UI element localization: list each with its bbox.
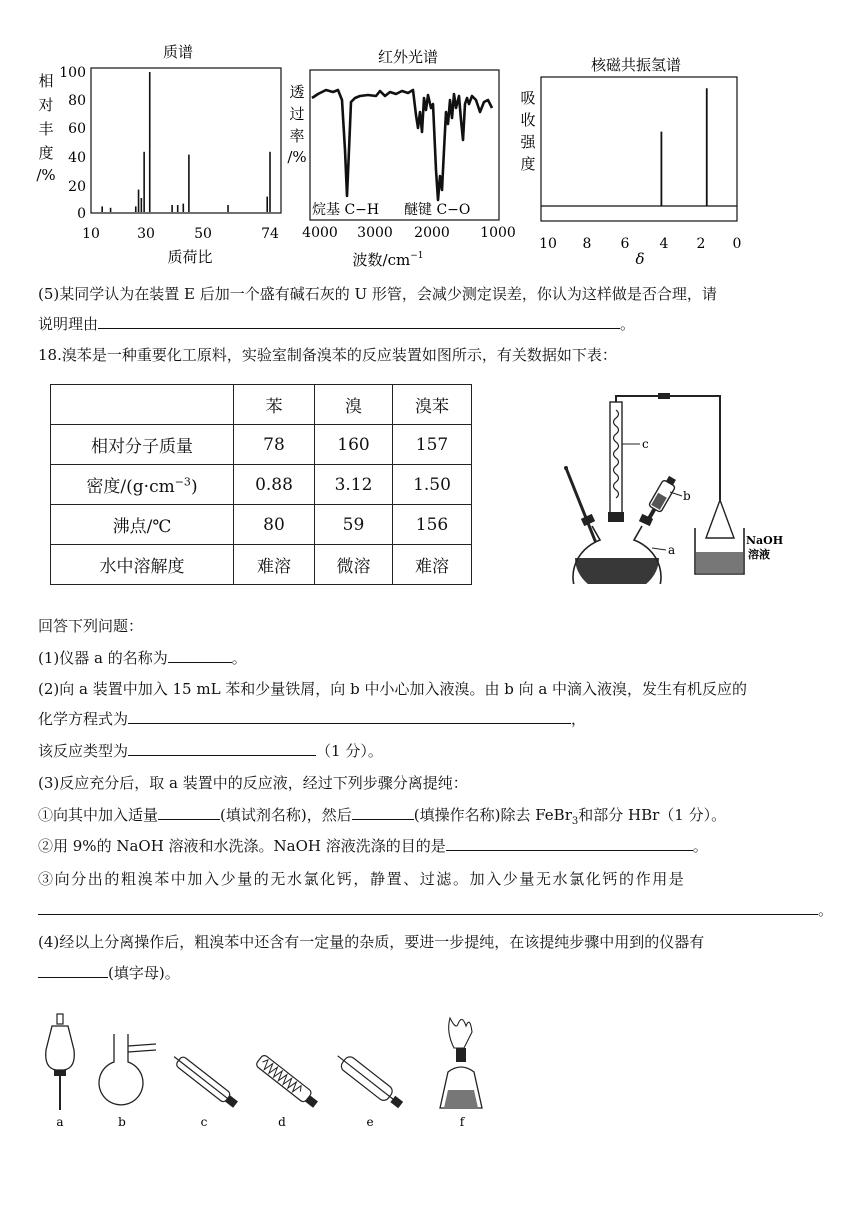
ir-xtick-3: 1000 — [480, 225, 516, 241]
mass-xtick-0: 10 — [82, 226, 100, 242]
q17-5-suffix: 。 — [620, 315, 636, 333]
q2-equation-blank[interactable] — [128, 709, 571, 724]
data-table — [50, 384, 472, 585]
table-cell: 80 — [234, 505, 315, 545]
instrument-label-a: a — [56, 1115, 64, 1129]
q3-s1-c: (填操作名称)除去 FeBr — [413, 806, 572, 824]
q17-5-prefix: 说明理由 — [38, 315, 99, 333]
q3-s1-a: ①向其中加入适量 — [38, 806, 159, 824]
mass-spectrum — [36, 43, 281, 266]
nmr-ylabel-1: 收 — [520, 111, 536, 129]
mass-xlabel: 质荷比 — [167, 248, 213, 266]
table-cell: 相对分子质量 — [51, 425, 234, 465]
q17-5-answer-blank[interactable] — [98, 314, 620, 329]
table-cell: 157 — [393, 425, 472, 465]
mass-xtick-2: 50 — [194, 226, 212, 242]
ir-ylabel-0: 透 — [289, 83, 305, 101]
q2-line2-prefix: 化学方程式为 — [38, 710, 129, 728]
instruments-figure — [36, 1010, 496, 1135]
ir-xlabel-sup: −1 — [410, 251, 424, 261]
table-row — [51, 545, 472, 585]
table-cell: 59 — [315, 505, 393, 545]
instrument-d-coil-condenser — [255, 1054, 320, 1109]
table-cell: 水中溶解度 — [51, 545, 234, 585]
instrument-e-bulb-condenser — [333, 1050, 406, 1112]
table-cell: 160 — [315, 425, 393, 465]
q4-line1: (4)经以上分离操作后，粗溴苯中还含有一定量的杂质，要进一步提纯，在该提纯步骤中用到的仪器有 — [38, 933, 705, 951]
table-header-cell: 苯 — [234, 385, 315, 425]
ir-xtick-0: 4000 — [302, 225, 338, 241]
label-a: a — [668, 543, 676, 557]
mass-ytick-0: 100 — [59, 65, 86, 81]
answer-prompt: 回答下列问题： — [38, 617, 144, 635]
thermometer — [566, 468, 598, 548]
ir-xlabel-base: 波数/cm — [352, 251, 411, 269]
q4-line2 — [38, 963, 180, 983]
mass-ytick-4: 20 — [68, 179, 86, 195]
mass-ylabel-3: 度 — [38, 144, 54, 162]
q2-line1: (2)向 a 装置中加入 15 mL 苯和少量铁屑，向 b 中小心加入液溴。由 b 向 a 中滴入液溴，发生有机反应的 — [38, 680, 748, 698]
instrument-b-distillation-flask — [99, 1034, 156, 1129]
table-cell: 78 — [234, 425, 315, 465]
q1-text: (1)仪器 a 的名称为 — [38, 649, 168, 667]
mass-ylabel-4: /% — [36, 166, 56, 184]
nmr-xtick-0: 10 — [539, 236, 557, 252]
label-c: c — [642, 437, 649, 451]
tube-clamp — [658, 393, 670, 399]
mass-ylabel-2: 丰 — [38, 120, 54, 138]
table-header-cell — [51, 385, 234, 425]
nmr-xtick-2: 6 — [620, 236, 630, 252]
mass-title: 质谱 — [162, 43, 194, 61]
instrument-c-straight-condenser — [170, 1052, 239, 1109]
mass-ylabel-1: 对 — [38, 96, 54, 114]
mass-ytick-5: 0 — [77, 206, 86, 222]
q3-s2-a: ②用 9%的 NaOH 溶液和水洗涤。NaOH 溶液洗涤的目的是 — [38, 837, 446, 855]
reaction-apparatus — [548, 388, 798, 584]
ir-title: 红外光谱 — [377, 48, 439, 66]
ir-xticks — [302, 225, 516, 241]
spectra-figure — [0, 0, 860, 280]
q1-end: 。 — [231, 649, 247, 667]
q2-reaction-type-blank[interactable] — [128, 741, 316, 756]
instrument-label-e: e — [366, 1115, 374, 1129]
table-cell: 微溶 — [315, 545, 393, 585]
table-cell: 3.12 — [315, 465, 393, 505]
instrument-label-f: f — [459, 1115, 465, 1129]
table-row — [51, 425, 472, 465]
q17-5-line2 — [38, 314, 635, 334]
q2-line2-suffix: ， — [571, 710, 587, 728]
beaker-solution — [696, 552, 743, 573]
table-cell-density: 密度$/(g\cdot cm^{-3})$ — [51, 465, 234, 505]
instrument-label-d: d — [278, 1115, 286, 1129]
q3-s2-b: 。 — [692, 837, 708, 855]
q3-line1: (3)反应充分后，取 a 装置中的反应液，经过下列步骤分离提纯： — [38, 774, 468, 792]
q3-s3-end: 。 — [818, 901, 834, 919]
q3-step2 — [38, 836, 708, 856]
ir-annot-ch: 烷基 C−H — [312, 202, 380, 218]
table-cell: 156 — [393, 505, 472, 545]
mass-frame — [91, 68, 281, 213]
mass-bars — [102, 72, 270, 212]
instrument-f-alcohol-lamp — [440, 1018, 482, 1129]
q18-intro: 18.溴苯是一种重要化工原料，实验室制备溴苯的反应装置如图所示，有关数据如下表： — [38, 346, 617, 364]
table-cell: 沸点/℃ — [51, 505, 234, 545]
instrument-a-separatory-funnel — [46, 1014, 75, 1129]
nmr-xtick-4: 2 — [696, 236, 706, 252]
nmr-spectrum — [520, 56, 741, 268]
q3-s1-sub: 3 — [571, 816, 579, 827]
table-header-cell: 溴苯 — [393, 385, 472, 425]
mass-ylabel — [36, 72, 55, 184]
q4-line2-suffix: (填字母)。 — [108, 964, 180, 982]
nmr-xtick-1: 8 — [582, 236, 592, 252]
q3-step1 — [38, 805, 726, 832]
q3-step3: ③向分出的粗溴苯中加入少量的无水氯化钙，静置、过滤。加入少量无水氯化钙的作用是 — [38, 870, 686, 888]
table-cell: 难溶 — [393, 545, 472, 585]
nmr-title: 核磁共振氢谱 — [590, 56, 682, 74]
table-header-cell: 溴 — [315, 385, 393, 425]
q2-line3 — [38, 741, 383, 761]
q3-purpose-blank[interactable] — [446, 836, 693, 851]
mass-yticks — [59, 65, 86, 222]
nmr-xtick-3: 4 — [659, 236, 669, 252]
ir-xtick-1: 3000 — [357, 225, 393, 241]
nmr-ylabel — [520, 89, 536, 173]
ir-trace — [312, 90, 492, 200]
mass-xticks — [82, 226, 279, 242]
nmr-xtick-5: 0 — [732, 236, 742, 252]
q2-line3-prefix: 该反应类型为 — [38, 742, 129, 760]
ir-ylabel-1: 过 — [289, 105, 305, 123]
q3-s1-d: 和部分 HBr（1 分）。 — [578, 806, 727, 824]
mass-xtick-3: 74 — [261, 226, 279, 242]
ir-ylabel — [287, 83, 306, 166]
q17-5-line1: (5)某同学认为在装置 E 后加一个盛有碱石灰的 U 形管，会减少测定误差，你认为这样做是否合理，请 — [38, 285, 717, 303]
mass-ylabel-0: 相 — [38, 72, 54, 90]
table-cell: 0.88 — [234, 465, 315, 505]
label-b: b — [683, 489, 691, 503]
ir-annot-co: 醚键 C−O — [404, 202, 471, 218]
ir-xtick-2: 2000 — [414, 225, 450, 241]
q3-s1-b: (填试剂名称)，然后 — [220, 806, 352, 824]
table-row — [51, 465, 472, 505]
table-cell: 1.50 — [393, 465, 472, 505]
table-cell: 难溶 — [234, 545, 315, 585]
nmr-peaks — [661, 88, 706, 206]
table-row — [51, 505, 472, 545]
q3-operation-blank[interactable] — [352, 805, 414, 820]
q3-calcium-chloride-blank[interactable] — [38, 900, 818, 915]
ir-ylabel-3: /% — [287, 148, 307, 166]
ir-ylabel-2: 率 — [289, 127, 305, 145]
q2-line3-suffix: （1 分）。 — [316, 742, 383, 760]
mass-xtick-1: 30 — [137, 226, 155, 242]
q1-line — [38, 648, 247, 668]
table-header-row — [51, 385, 472, 425]
beaker-label-1: NaOH — [746, 534, 784, 547]
mass-ytick-3: 40 — [68, 150, 86, 166]
q1-answer-blank[interactable] — [168, 648, 232, 663]
ir-spectrum — [287, 48, 515, 269]
q2-line2 — [38, 709, 586, 729]
center-stopper — [608, 512, 624, 522]
nmr-ylabel-0: 吸 — [520, 89, 536, 107]
q3-reagent-blank[interactable] — [158, 805, 220, 820]
instrument-label-b: b — [118, 1115, 126, 1129]
inverted-funnel — [706, 500, 734, 538]
beaker-label-2: 溶液 — [748, 548, 770, 561]
flask-liquid — [575, 558, 659, 584]
q3-step3-answer-line — [38, 900, 833, 920]
nmr-xlabel: δ — [635, 250, 645, 268]
q4-answer-blank[interactable] — [38, 963, 108, 978]
label-line-a — [652, 548, 666, 550]
mass-ytick-2: 60 — [68, 121, 86, 137]
mass-ytick-1: 80 — [68, 93, 86, 109]
ir-xlabel — [353, 251, 424, 269]
nmr-ylabel-3: 度 — [520, 155, 536, 173]
instrument-label-c: c — [200, 1115, 208, 1129]
nmr-ylabel-2: 强 — [520, 133, 536, 151]
